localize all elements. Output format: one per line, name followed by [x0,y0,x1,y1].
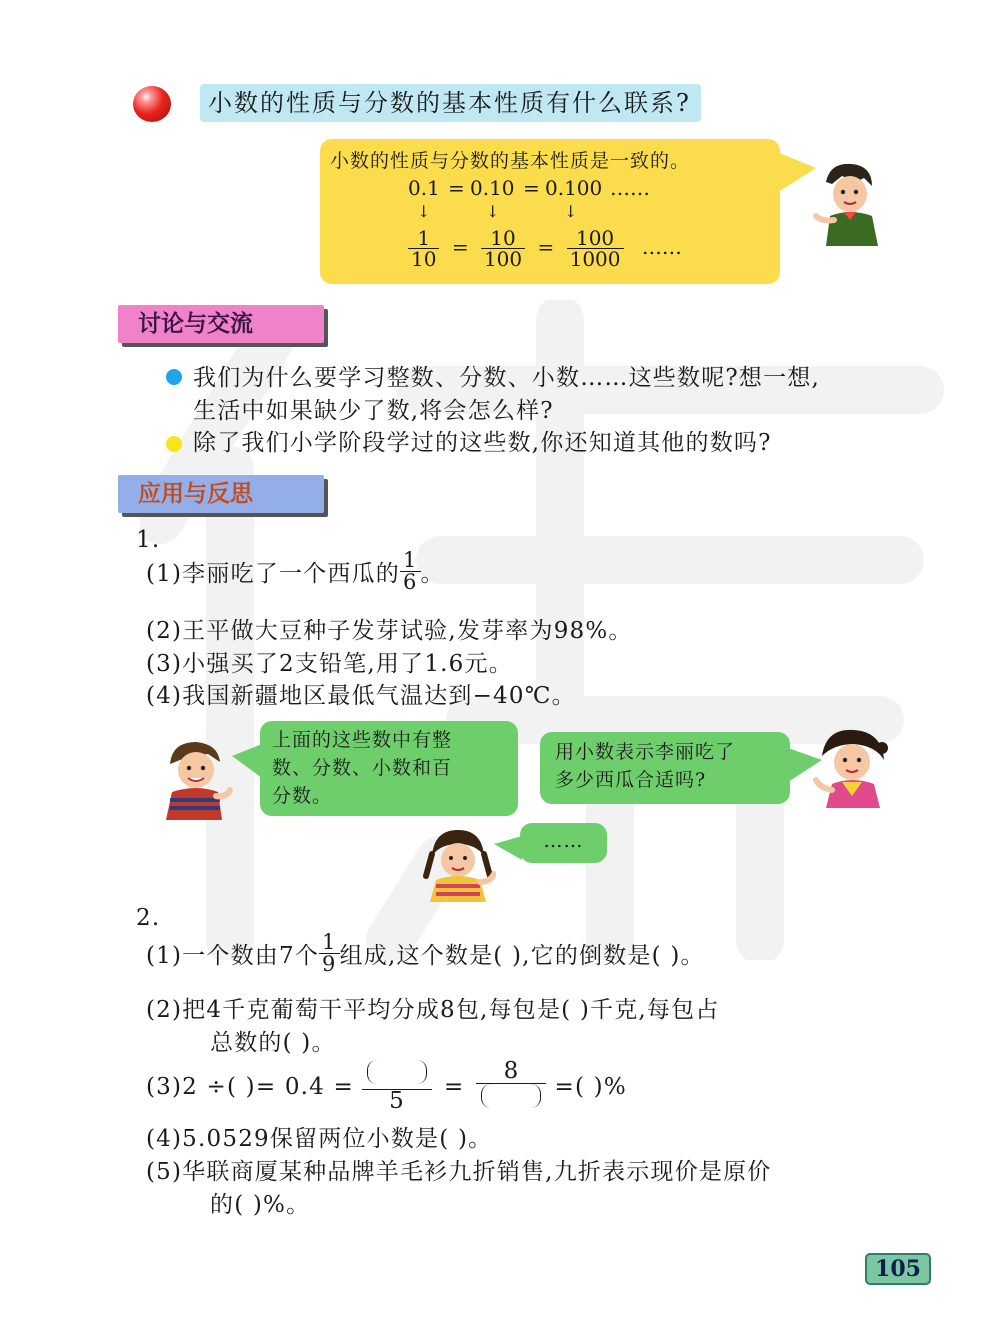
blank-parentheses [481,1084,541,1108]
middle-bubble-text: …… [543,830,584,852]
q1-item-4: (4)我国新疆地区最低气温达到−40℃。 [146,683,576,709]
decimal-0-1: 0.1 [408,176,440,200]
down-arrow-icon: ↓ [564,202,578,221]
girl-illustration [812,726,892,808]
equals-sign: = [451,235,469,259]
fraction-10-100: $\frac{10}{100}$ [481,228,525,269]
girl-illustration [420,826,496,902]
left-bubble-line: 上面的这些数中有整 [272,729,453,751]
discuss-section-tag: 讨论与交流 [118,305,324,343]
bubble-tail [494,836,522,860]
q1-item-2: (2)王平做大豆种子发芽试验,发芽率为98%。 [146,618,633,644]
boy-illustration [160,738,234,820]
ellipsis: …… [610,176,650,200]
left-bubble-line: 分数。 [272,785,333,807]
discuss-item-1-line-2: 生活中如果缺少了数,将会怎么样? [193,398,554,424]
yellow-bullet-icon [166,436,182,452]
blank-parentheses [367,1060,427,1084]
fraction-1-9: $\frac{1}{9}$ [319,932,340,975]
fraction-1-6: $\frac{1}{6}$ [400,550,421,593]
q2-item-1 [146,932,705,975]
middle-green-bubble [520,823,607,863]
blue-bullet-icon [166,369,182,385]
q2-item-3: (3)2 ÷( )= 0.4 = 5 = 8 =( )% [146,1058,627,1114]
right-bubble-text [555,738,735,794]
8-over-blank-fraction: 8 [476,1060,546,1113]
right-bubble-line: 用小数表示李丽吃了 [555,741,736,763]
q2-item-3-text: =( )% [554,1073,627,1100]
bubble-tail [772,150,816,196]
question-1-number: 1. [136,527,161,553]
page-number: 105 [865,1253,931,1285]
fraction-equation-row [408,228,682,269]
blank-over-5-fraction: 5 [362,1060,432,1113]
q2-item-5-line-1: (5)华联商厦某种品牌羊毛衫九折销售,九折表示现价是原价 [146,1159,772,1185]
equals-sign: = [537,235,555,259]
question-2-number: 2. [136,905,161,931]
question-heading: 小数的性质与分数的基本性质有什么联系? [200,84,701,122]
q1-item-1-end: 。 [420,561,445,587]
fraction-100-1000: $\frac{100}{1000}$ [567,228,624,269]
boy-illustration [812,160,884,246]
equals-sign: = [448,176,465,200]
fraction-1-10: $\frac{1}{10}$ [408,228,439,269]
left-bubble-line: 数、分数、小数和百 [272,757,453,779]
q1-item-1 [146,550,445,593]
decimal-0-10: 0.10 [470,176,515,200]
ellipsis: …… [641,235,682,259]
q2-item-2-line-1: (2)把4千克葡萄干平均分成8包,每包是( )千克,每包占 [146,997,720,1023]
right-bubble-line: 多少西瓜合适吗? [555,769,707,791]
q2-item-1-text: 组成,这个数是( ),它的倒数是( )。 [339,943,705,969]
q1-item-1-text: (1)李丽吃了一个西瓜的 [146,561,400,587]
red-ball-icon [133,86,171,122]
q2-item-3-text: (3)2 ÷( )= 0.4 = [146,1073,354,1100]
bubble-statement: 小数的性质与分数的基本性质是一致的。 [330,150,691,172]
q2-item-1-text: (1)一个数由7个 [146,943,320,969]
discuss-item-1-line-1: 我们为什么要学习整数、分数、小数……这些数呢?想一想, [193,365,821,391]
apply-section-tag: 应用与反思 [118,475,324,513]
down-arrow-icon: ↓ [417,202,431,221]
discuss-item-2: 除了我们小学阶段学过的这些数,你还知道其他的数吗? [193,430,772,456]
bubble-tail [232,744,262,778]
q2-item-4: (4)5.0529保留两位小数是( )。 [146,1126,493,1152]
q2-item-2-line-2: 总数的( )。 [210,1030,336,1056]
q1-item-3: (3)小强买了2支铅笔,用了1.6元。 [146,651,513,677]
decimal-0-100: 0.100 [545,176,603,200]
equals-sign: = [523,176,540,200]
q2-item-5-line-2: 的( )%。 [210,1192,311,1218]
left-bubble-text [272,726,452,810]
down-arrow-icon: ↓ [486,202,500,221]
